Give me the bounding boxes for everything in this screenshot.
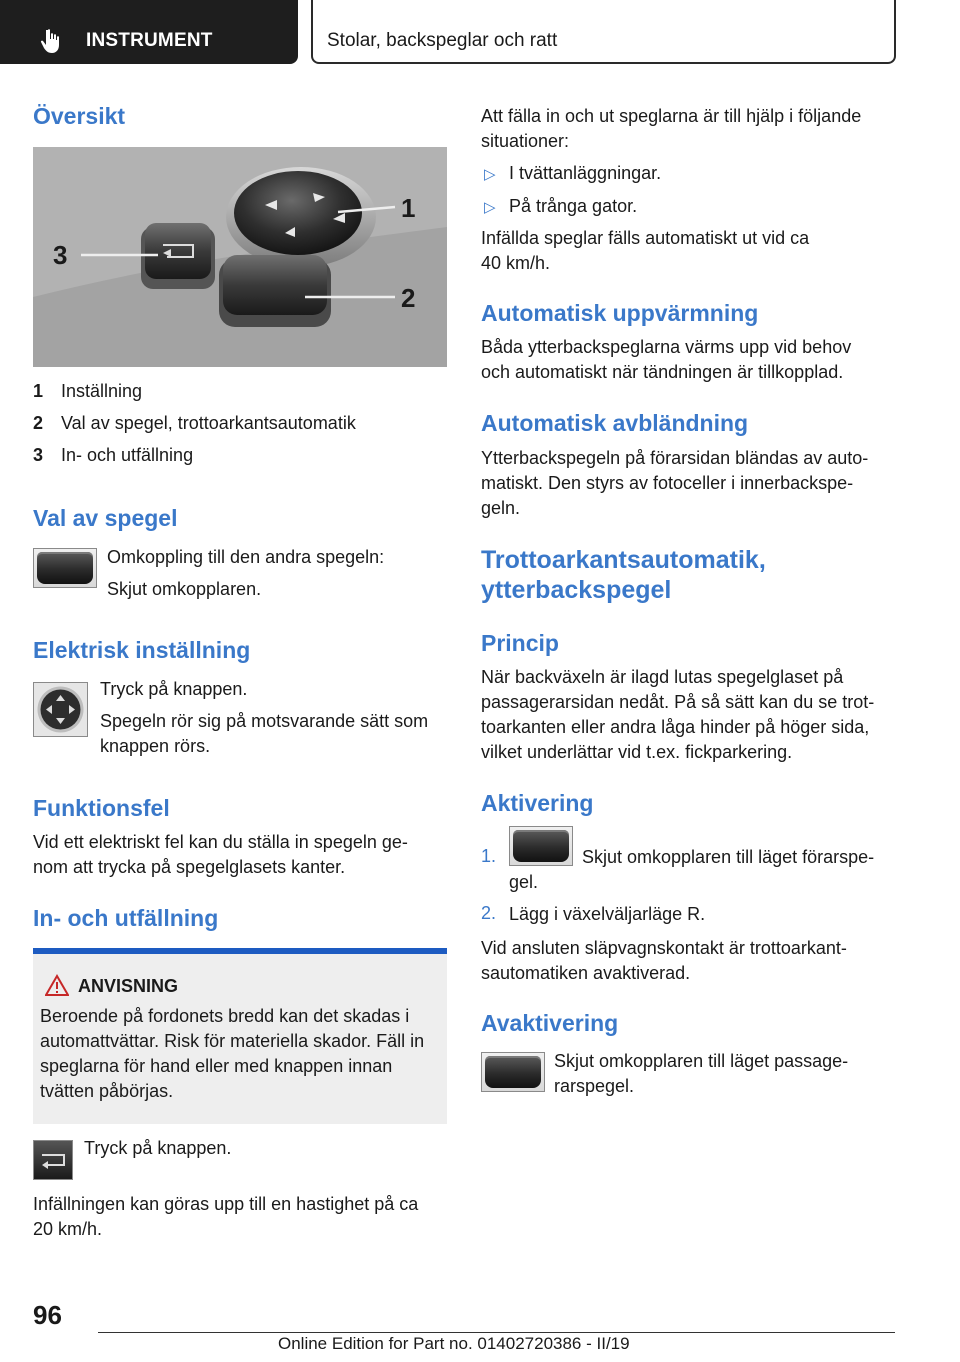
avblandning-heading: Automatisk avbländning	[481, 410, 749, 436]
section-title: INSTRUMENT	[86, 30, 213, 51]
page-number: 96	[33, 1300, 62, 1330]
chapter-title: Stolar, backspeglar och ratt	[327, 30, 558, 51]
slap-a: Vid ansluten släpvagnskontakt är trottoarkant-	[481, 938, 847, 958]
figure-label-1: 1	[401, 193, 416, 223]
elektrisk-line-1: Tryck på knappen.	[100, 679, 248, 699]
mirror-select-switch-icon	[509, 826, 573, 866]
step2: Lägg i växelväljarläge R.	[509, 904, 706, 924]
warning-triangle-icon	[45, 974, 69, 996]
step1-a: Skjut omkopplaren till läget förarspe-	[582, 847, 875, 867]
bullet-triangle-icon: ▷	[484, 166, 496, 183]
warning-line: automattvättar. Risk för materiella skador. Fäll in	[40, 1031, 425, 1051]
uppvarmning-a: Båda ytterbackspeglarna värms upp vid behov	[481, 337, 852, 357]
mirror-controls-illustration	[33, 147, 447, 367]
intro-a: Att fälla in och ut speglarna är till hjälp i följande	[481, 106, 862, 126]
auto-out-a: Infällda speglar fälls automatiskt ut vid ca	[481, 228, 810, 248]
legend-text: Val av spegel, trottoarkantsautomatik	[61, 413, 356, 433]
warning-title: ANVISNING	[78, 976, 179, 996]
overview-heading: Översikt	[33, 103, 126, 129]
mirror-adjust-knob-icon	[33, 682, 88, 737]
figure-label-2: 2	[401, 283, 416, 313]
fold-button-icon	[33, 1140, 73, 1180]
bullet-item: På trånga gator.	[509, 196, 638, 216]
legend-text: In- och utfällning	[61, 445, 194, 465]
legend-number: 2	[33, 413, 44, 433]
auto-out-b: 40 km/h.	[481, 253, 551, 273]
edition-text: Online Edition for Part no. 01402720386 - II/19	[278, 1334, 630, 1353]
step-number: 2.	[481, 903, 497, 923]
hand-pointer-icon	[38, 28, 64, 54]
aktivering-heading: Aktivering	[481, 790, 594, 816]
avblandning-c: geln.	[481, 498, 521, 518]
uppvarmning-heading: Automatisk uppvärmning	[481, 300, 759, 326]
footer-rule	[98, 1332, 895, 1333]
elektrisk-line-2b: knappen rörs.	[100, 736, 211, 756]
princip-d: vilket underlättar vid t.ex. fickparkering.	[481, 742, 793, 762]
funktionsfel-text-a: Vid ett elektriskt fel kan du ställa in spegeln ge-	[33, 832, 408, 852]
step-number: 1.	[481, 846, 497, 866]
avakt-b: rarspegel.	[554, 1076, 635, 1096]
mirror-controls-photo	[33, 147, 447, 367]
avakt-a: Skjut omkopplaren till läget passage-	[554, 1051, 849, 1071]
warning-line: Beroende på fordonets bredd kan det skadas i	[40, 1006, 410, 1026]
legend-text: Inställning	[61, 381, 143, 401]
trottoar-heading-b: ytterbackspegel	[481, 576, 672, 604]
bullet-triangle-icon: ▷	[484, 199, 496, 216]
step1-b: gel.	[509, 872, 539, 892]
avaktivering-heading: Avaktivering	[481, 1010, 619, 1036]
bullet-item: I tvättanläggningar.	[509, 163, 662, 183]
mirror-select-switch-icon	[481, 1052, 545, 1092]
princip-c: toarkanten eller andra låga hinder på höger sida,	[481, 717, 870, 737]
warning-line: tvätten påbörjas.	[40, 1081, 174, 1101]
funktionsfel-text-b: nom att trycka på spegelglasets kanter.	[33, 857, 346, 877]
princip-heading: Princip	[481, 630, 559, 656]
chapter-header	[311, 0, 896, 64]
legend-number: 1	[33, 381, 44, 401]
intro-b: situationer:	[481, 131, 570, 151]
legend-number: 3	[33, 445, 44, 465]
val-line-2: Skjut omkopplaren.	[107, 579, 262, 599]
infallning-heading: In- och utfällning	[33, 905, 219, 931]
avblandning-a: Ytterbackspegeln på förarsidan bländas av auto-	[481, 448, 869, 468]
val-line-1: Omkoppling till den andra spegeln:	[107, 547, 385, 567]
warning-line: speglarna för hand eller med knappen innan	[40, 1056, 393, 1076]
figure-label-3: 3	[53, 240, 68, 270]
speed-text-b: 20 km/h.	[33, 1219, 103, 1239]
tryck-line: Tryck på knappen.	[84, 1138, 232, 1158]
elektrisk-line-2a: Spegeln rör sig på motsvarande sätt som	[100, 711, 429, 731]
princip-b: passagerarsidan nedåt. På så sätt kan du se trot-	[481, 692, 875, 712]
slap-b: sautomatiken avaktiverad.	[481, 963, 691, 983]
section-tab	[0, 0, 298, 64]
mirror-select-switch-icon	[33, 548, 97, 588]
trottoar-heading-a: Trottoarkantsautomatik,	[481, 546, 766, 574]
val-av-spegel-heading: Val av spegel	[33, 505, 178, 531]
uppvarmning-b: och automatiskt när tändningen är tillkopplad.	[481, 362, 844, 382]
princip-a: När backväxeln är ilagd lutas spegelglaset på	[481, 667, 844, 687]
warning-box	[33, 948, 447, 1124]
funktionsfel-heading: Funktionsfel	[33, 795, 170, 821]
avblandning-b: matiskt. Den styrs av fotoceller i innerbackspe-	[481, 473, 854, 493]
speed-text-a: Infällningen kan göras upp till en hastighet på ca	[33, 1194, 419, 1214]
elektrisk-heading: Elektrisk inställning	[33, 637, 251, 663]
